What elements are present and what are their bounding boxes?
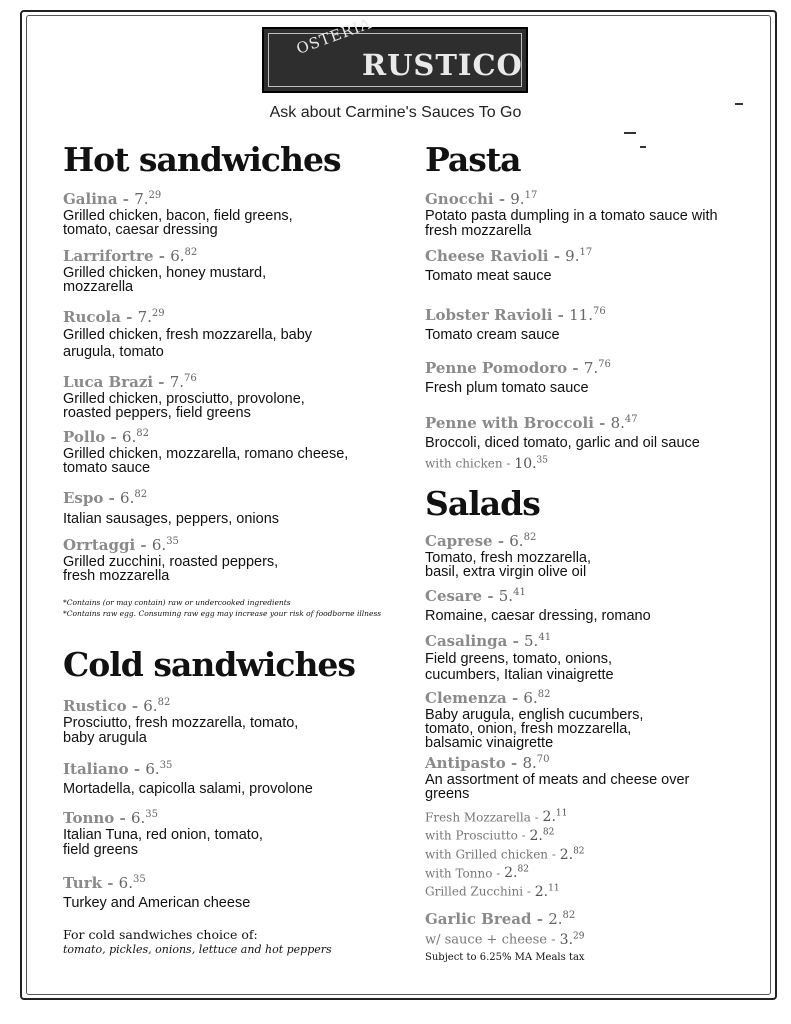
- item-price: 7.76: [169, 373, 197, 391]
- menu-item: Gnocchi - 9.17 Potato pasta dumpling in a tomato sauce with fresh mozzarella: [425, 186, 770, 239]
- menu-item: Caprese - 6.82 Tomato, fresh mozzarella, basil, extra virgin olive oil: [425, 528, 770, 579]
- item-description: Fresh plum tomato sauce: [425, 380, 589, 396]
- pasta-title: Pasta: [425, 140, 521, 179]
- item-name: Orrtaggi: [63, 536, 136, 554]
- cold-choice-title: For cold sandwiches choice of:: [63, 927, 258, 942]
- menu-item: Larrifortre - 6.82 Grilled chicken, honey mustard, mozzarella: [63, 243, 408, 294]
- item-price: 6.82: [121, 428, 150, 446]
- item-price: 6.82: [509, 531, 537, 550]
- item-price: 9.17: [510, 190, 538, 208]
- menu-item: Italiano - 6.35 Mortadella, capicolla salami, provolone: [63, 756, 408, 799]
- item-name: Rucola: [63, 308, 121, 326]
- item-price: 8.47: [610, 414, 638, 432]
- item-description: Mortadella, capicolla salami, provolone: [63, 781, 313, 797]
- item-name: Galina: [63, 190, 118, 208]
- item-description: Grilled chicken, bacon, field greens, tomato, caesar dressing: [63, 208, 293, 238]
- menu-item: Orrtaggi - 6.35 Grilled zucchini, roasted peppers, fresh mozzarella: [63, 532, 408, 583]
- item-description: An assortment of meats and cheese over greens: [425, 771, 690, 802]
- menu-item: Penne with Broccoli - 8.47 Broccoli, diced tomato, garlic and oil sauce: [425, 410, 770, 453]
- menu-item: Rustico - 6.82 Prosciutto, fresh mozzarella, tomato, baby arugula: [63, 693, 408, 746]
- item-description: Baby arugula, english cucumbers, tomato, onion, fresh mozzarella, balsamic vinaigrette: [425, 706, 644, 751]
- item-name: Turk: [63, 874, 102, 892]
- menu-item: Cheese Ravioli - 9.17 Tomato meat sauce: [425, 243, 770, 286]
- left-column: [63, 140, 408, 957]
- item-name: Cheese Ravioli: [425, 247, 549, 265]
- item-description: Tomato cream sauce: [425, 327, 560, 343]
- item-name: Penne Pomodoro: [425, 359, 568, 377]
- menu-item: Lobster Ravioli - 11.76 Tomato cream sauce: [425, 302, 770, 345]
- item-name: Rustico: [63, 697, 127, 715]
- item-price: 6.82: [143, 697, 171, 715]
- item-name: Gnocchi: [425, 190, 494, 208]
- item-name: Lobster Ravioli: [425, 306, 553, 324]
- menu-item: Cesare - 5.41 Romaine, caesar dressing, romano: [425, 583, 770, 626]
- item-name: Italiano: [63, 760, 129, 778]
- addon-grilled-chicken: with Grilled chicken - 2.82: [425, 845, 585, 863]
- item-price: 8.70: [522, 753, 550, 772]
- item-name: Luca Brazi: [63, 373, 154, 391]
- item-price: 7.29: [137, 308, 165, 326]
- item-price: 6.35: [145, 760, 173, 778]
- item-name: Penne with Broccoli: [425, 414, 594, 432]
- item-description: Field greens, tomato, onions, cucumbers, Italian vinaigrette: [425, 650, 614, 683]
- menu-item: Luca Brazi - 7.76 Grilled chicken, prosciutto, provolone, roasted peppers, field greens: [63, 369, 408, 420]
- menu-item: Tonno - 6.35 Italian Tuna, red onion, tomato, field greens: [63, 805, 408, 858]
- item-price: 6.82: [523, 688, 551, 707]
- logo-rustico: RUSTICO: [362, 48, 523, 82]
- addon-prosciutto: with Prosciutto - 2.82: [425, 827, 555, 844]
- menu-item: Espo - 6.82 Italian sausages, peppers, onions: [63, 485, 408, 530]
- item-price: 6.82: [120, 489, 148, 507]
- item-description: Italian Tuna, red onion, tomato, field greens: [63, 827, 263, 858]
- item-description: Romaine, caesar dressing, romano: [425, 607, 651, 624]
- item-price: 9.17: [565, 247, 593, 265]
- item-name: Pollo: [63, 428, 106, 446]
- item-name: Clemenza: [425, 688, 507, 707]
- item-price: 5.41: [498, 586, 526, 605]
- item-name: Caprese: [425, 531, 493, 550]
- item-price: 6.35: [118, 874, 146, 892]
- right-column: [425, 140, 770, 963]
- garlic-bread-item: Garlic Bread - 2.82: [425, 909, 576, 928]
- item-price: 6.35: [130, 809, 158, 827]
- addon-tonno: with Tonno - 2.82: [425, 864, 529, 882]
- item-name: Garlic Bread: [425, 909, 532, 928]
- garlic-bread-sauce-option: w/ sauce + cheese - 3.29: [425, 930, 585, 948]
- item-price: 2.82: [548, 909, 576, 928]
- scan-speck: [735, 103, 743, 105]
- item-price: 7.29: [134, 190, 162, 208]
- menu-item: Antipasto - 8.70 An assortment of meats and cheese over greens: [425, 750, 770, 801]
- item-description: Tomato, fresh mozzarella, basil, extra virgin olive oil: [425, 549, 592, 580]
- restaurant-logo: [262, 14, 528, 93]
- item-price: 5.41: [524, 631, 552, 650]
- item-price: 7.76: [583, 359, 611, 377]
- menu-item: Clemenza - 6.82 Baby arugula, english cucumbers, tomato, onion, fresh mozzarella, balsamic vinaigrette: [425, 685, 770, 750]
- item-price: 11.76: [569, 306, 606, 324]
- menu-item: Pollo - 6.82 Grilled chicken, mozzarella, romano cheese, tomato sauce: [63, 424, 408, 475]
- tax-note: Subject to 6.25% MA Meals tax: [425, 951, 585, 963]
- addon-grilled-zucchini: Grilled Zucchini - 2.11: [425, 883, 560, 900]
- item-name: Antipasto: [425, 753, 506, 772]
- item-description: Grilled zucchini, roasted peppers, fresh mozzarella: [63, 554, 279, 584]
- item-description: Grilled chicken, honey mustard, mozzarella: [63, 265, 267, 295]
- item-description: Italian sausages, peppers, onions: [63, 511, 280, 527]
- item-name: Casalinga: [425, 631, 508, 650]
- item-price: 6.35: [151, 536, 179, 554]
- item-description: Tomato meat sauce: [425, 268, 552, 284]
- scan-speck: [624, 132, 636, 134]
- item-name: Cesare: [425, 586, 483, 605]
- with-chicken-option: with chicken - 10.35: [425, 455, 548, 472]
- item-description: Broccoli, diced tomato, garlic and oil sauce: [425, 435, 700, 451]
- item-price: 6.82: [170, 247, 198, 265]
- addon-fresh-mozzarella: Fresh Mozzarella - 2.11: [425, 808, 568, 826]
- item-name: Larrifortre: [63, 247, 154, 265]
- raw-ingredients-note: *Contains (or may contain) raw or undercooked ingredients: [63, 598, 291, 607]
- scan-speck: [640, 146, 646, 148]
- cold-sandwiches-title: Cold sandwiches: [63, 645, 356, 684]
- item-description: Grilled chicken, mozzarella, romano cheese, tomato sauce: [63, 446, 349, 476]
- menu-item: Casalinga - 5.41 Field greens, tomato, onions, cucumbers, Italian vinaigrette: [425, 628, 770, 683]
- item-description: Potato pasta dumpling in a tomato sauce with fresh mozzarella: [425, 208, 718, 239]
- salads-title: Salads: [425, 483, 540, 523]
- menu-item: Galina - 7.29 Grilled chicken, bacon, field greens, tomato, caesar dressing: [63, 186, 408, 237]
- menu-item: Penne Pomodoro - 7.76 Fresh plum tomato sauce: [425, 355, 770, 398]
- item-description: Grilled chicken, prosciutto, provolone, roasted peppers, field greens: [63, 391, 305, 421]
- hot-sandwiches-title: Hot sandwiches: [63, 140, 341, 179]
- item-name: Espo: [63, 489, 104, 507]
- raw-egg-note: *Contains raw egg. Consuming raw egg may increase your risk of foodborne illness: [63, 609, 382, 618]
- menu-item: Rucola - 7.29 Grilled chicken, fresh mozzarella, baby arugula, tomato: [63, 308, 313, 360]
- logo-osteria: OSTERIA: [294, 14, 375, 58]
- item-description: Grilled chicken, fresh mozzarella, baby arugula, tomato: [63, 327, 313, 360]
- cold-choice-text: tomato, pickles, onions, lettuce and hot peppers: [63, 943, 332, 956]
- item-description: Turkey and American cheese: [63, 895, 251, 911]
- item-description: Prosciutto, fresh mozzarella, tomato, baby arugula: [63, 715, 299, 746]
- menu-item: Turk - 6.35 Turkey and American cheese: [63, 870, 408, 913]
- tagline: Ask about Carmine's Sauces To Go: [269, 104, 522, 121]
- item-name: Tonno: [63, 809, 115, 827]
